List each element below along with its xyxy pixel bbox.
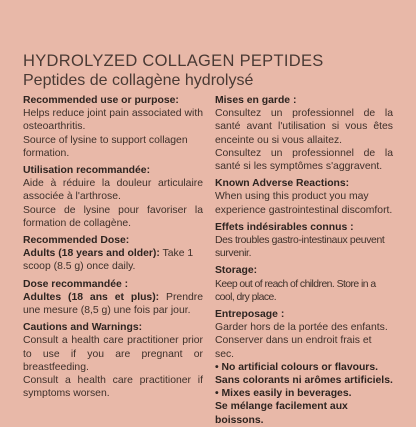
right-column bbox=[215, 94, 393, 427]
dose-recommandee-text bbox=[23, 291, 203, 317]
dose-adults-label: Adults (18 years and older): bbox=[23, 248, 160, 260]
product-title-en: HYDROLYZED COLLAGEN PEPTIDES bbox=[23, 52, 324, 70]
cautions-text-2: Consult a health care practitioner if symptoms worsen. bbox=[23, 375, 203, 400]
product-title-fr: Peptides de collagène hydrolysé bbox=[23, 72, 254, 89]
effets-indesirables-text: Des troubles gastro-intestinaux peuvent survenir. bbox=[215, 235, 385, 260]
title-block bbox=[23, 52, 403, 91]
adverse-reactions-heading: Known Adverse Reactions: bbox=[215, 178, 350, 190]
claim-mixes-easily: • Mixes easily in beverages. bbox=[215, 388, 352, 400]
entreposage-text: Garder hors de la portée des enfants. Conserver dans un endroit frais et sec. bbox=[215, 322, 388, 360]
dose-recommandee-heading: Dose recommandée : bbox=[23, 278, 129, 290]
mises-en-garde-text-1: Consultez un professionnel de la santé avant l'utilisation si vous êtes enceinte ou si vous allaitez. bbox=[215, 108, 393, 146]
adverse-reactions-text: When using this product you may experience gastrointestinal discomfort. bbox=[215, 191, 393, 216]
dose-adultes-label: Adultes (18 ans et plus): bbox=[23, 291, 160, 303]
claim-se-melange: Se mélange facilement aux boissons. bbox=[215, 401, 348, 426]
storage-text: Keep out of reach of children. Store in a cool, dry place. bbox=[215, 278, 376, 303]
mises-en-garde-heading: Mises en garde : bbox=[215, 95, 297, 106]
dose-adultes-text: Prendre une mesure (8,5 g) une fois par jour. bbox=[23, 291, 204, 317]
utilisation-text-2: Source de lysine pour favoriser la formation de collagène. bbox=[23, 204, 203, 229]
effets-indesirables-heading: Effets indésirables connus : bbox=[215, 221, 354, 233]
utilisation-text-1: Aide à réduire la douleur articulaire associée à l'arthrose. bbox=[23, 178, 203, 203]
claim-no-artificial: • No artificial colours or flavours. bbox=[215, 361, 378, 373]
cautions-text-1: Consult a health care practitioner prior to use if you are pregnant or breastfeeding. bbox=[23, 335, 203, 373]
claim-sans-colorants: Sans colorants ni arômes artificiels. bbox=[215, 375, 393, 387]
recommended-dose-text bbox=[23, 247, 203, 273]
dose-adults-text: Take 1 scoop (8.5 g) once daily. bbox=[23, 248, 194, 273]
recommended-use-heading: Recommended use or purpose: bbox=[23, 95, 179, 106]
utilisation-heading: Utilisation recommandée: bbox=[23, 165, 151, 177]
mises-en-garde-text-2: Consultez un professionnel de la santé si les symptômes s'aggravent. bbox=[215, 147, 393, 173]
left-column bbox=[23, 94, 203, 400]
storage-heading: Storage: bbox=[215, 265, 258, 277]
recommended-use-text-2: Source of lysine to support collagen formation. bbox=[23, 134, 188, 159]
cautions-heading: Cautions and Warnings: bbox=[23, 322, 143, 334]
entreposage-heading: Entreposage : bbox=[215, 309, 285, 321]
recommended-dose-heading: Recommended Dose: bbox=[23, 235, 130, 247]
recommended-use-text-1: Helps reduce joint pain associated with osteoarthritis. bbox=[23, 108, 203, 133]
